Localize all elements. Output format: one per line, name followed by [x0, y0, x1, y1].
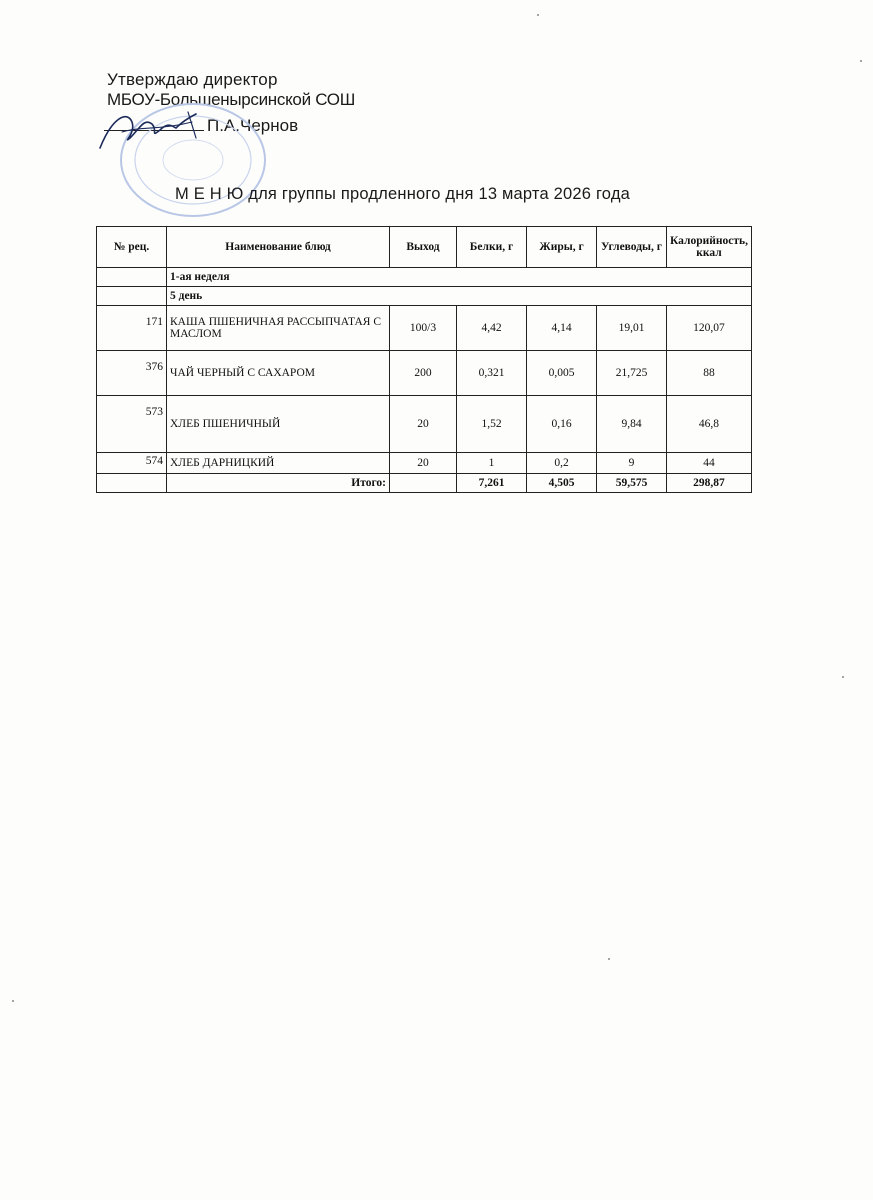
total-calories: 298,87 — [667, 474, 752, 493]
header-output: Выход — [390, 227, 457, 268]
protein-value: 0,321 — [457, 351, 527, 396]
output-value: 20 — [390, 396, 457, 453]
empty-cell — [97, 474, 167, 493]
fat-value: 0,005 — [527, 351, 597, 396]
protein-value: 4,42 — [457, 306, 527, 351]
header-recipe-number: № рец. — [97, 227, 167, 268]
handwritten-signature — [92, 108, 212, 156]
header-carbs: Углеводы, г — [597, 227, 667, 268]
total-protein: 7,261 — [457, 474, 527, 493]
week-row — [97, 268, 752, 287]
empty-cell — [97, 287, 167, 306]
header-calories: Калорийность, ккал — [667, 227, 752, 268]
day-row — [97, 287, 752, 306]
scan-speck — [537, 14, 539, 16]
scan-speck — [842, 676, 844, 678]
calories-value: 120,07 — [667, 306, 752, 351]
header-protein: Белки, г — [457, 227, 527, 268]
table-header-row — [97, 227, 752, 268]
school-name: МБОУ-Большенырсинской СОШ — [107, 90, 355, 109]
protein-value: 1 — [457, 453, 527, 474]
scan-speck — [608, 958, 610, 960]
signatory-name: П.А.Чернов — [207, 116, 299, 135]
table-row — [97, 306, 752, 351]
empty-cell — [390, 474, 457, 493]
total-label: Итого: — [167, 474, 390, 493]
fat-value: 0,16 — [527, 396, 597, 453]
dish-name: ХЛЕБ ПШЕНИЧНЫЙ — [167, 396, 390, 453]
output-value: 20 — [390, 453, 457, 474]
protein-value: 1,52 — [457, 396, 527, 453]
table-row — [97, 396, 752, 453]
table-row — [97, 351, 752, 396]
day-label: 5 день — [167, 287, 752, 306]
empty-cell — [97, 268, 167, 287]
menu-table — [96, 226, 752, 493]
fat-value: 4,14 — [527, 306, 597, 351]
header-fat: Жиры, г — [527, 227, 597, 268]
scan-speck — [860, 60, 862, 62]
dish-name: ХЛЕБ ДАРНИЦКИЙ — [167, 453, 390, 474]
scan-speck — [12, 1000, 14, 1002]
recipe-number: 574 — [97, 453, 167, 474]
calories-value: 44 — [667, 453, 752, 474]
total-row — [97, 474, 752, 493]
week-label: 1-ая неделя — [167, 268, 752, 287]
recipe-number: 171 — [97, 306, 167, 351]
dish-name: ЧАЙ ЧЕРНЫЙ С САХАРОМ — [167, 351, 390, 396]
carbs-value: 19,01 — [597, 306, 667, 351]
carbs-value: 21,725 — [597, 351, 667, 396]
menu-title: М Е Н Ю для группы продленного дня 13 марта 2026 года — [175, 185, 631, 203]
calories-value: 88 — [667, 351, 752, 396]
dish-name: КАША ПШЕНИЧНАЯ РАССЫПЧАТАЯ С МАСЛОМ — [167, 306, 390, 351]
carbs-value: 9 — [597, 453, 667, 474]
approval-title: Утверждаю директор — [107, 70, 278, 89]
total-fat: 4,505 — [527, 474, 597, 493]
table-row — [97, 453, 752, 474]
output-value: 200 — [390, 351, 457, 396]
header-dish-name: Наименование блюд — [167, 227, 390, 268]
fat-value: 0,2 — [527, 453, 597, 474]
total-carbs: 59,575 — [597, 474, 667, 493]
calories-value: 46,8 — [667, 396, 752, 453]
carbs-value: 9,84 — [597, 396, 667, 453]
recipe-number: 573 — [97, 396, 167, 453]
recipe-number: 376 — [97, 351, 167, 396]
output-value: 100/3 — [390, 306, 457, 351]
